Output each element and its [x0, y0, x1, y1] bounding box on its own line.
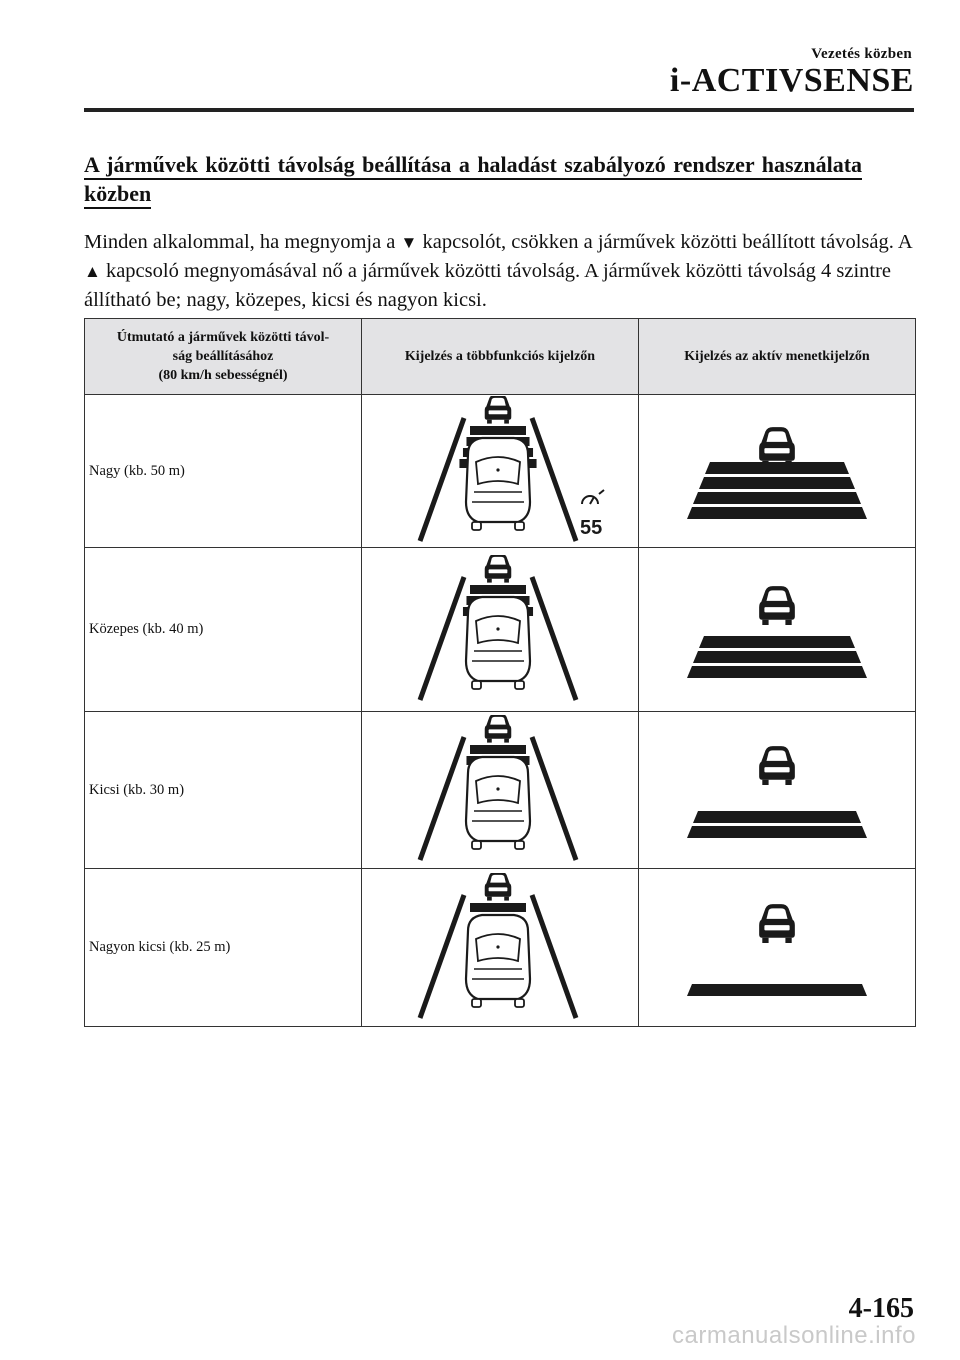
body-paragraph [84, 228, 914, 314]
distance-bar [470, 426, 526, 435]
multi-display-graphic [380, 555, 620, 705]
distance-table [84, 318, 916, 1027]
lane-line-right [532, 577, 576, 700]
distance-bar [693, 651, 861, 663]
lead-vehicle-icon [759, 904, 795, 943]
cruise-speed-icon [580, 490, 604, 539]
distance-bar [470, 585, 526, 594]
multi-display-graphic [380, 396, 620, 546]
lane-line-left [420, 895, 464, 1018]
section-heading-line2: közben [84, 181, 151, 209]
section-heading [84, 150, 884, 208]
up-triangle-icon: ▲ [84, 262, 101, 281]
lead-vehicle-icon [485, 396, 512, 424]
active-display-cell [639, 395, 916, 548]
table-row [85, 712, 916, 869]
header-rule [84, 108, 914, 112]
table-row [85, 548, 916, 712]
distance-bar [693, 492, 861, 504]
running-header-section: Vezetés közben [811, 46, 912, 62]
distance-bar [687, 984, 867, 996]
distance-bar [705, 462, 849, 474]
multi-display-graphic [380, 873, 620, 1023]
multi-display-cell [362, 869, 639, 1027]
active-display-cell [639, 712, 916, 869]
multi-display-cell [362, 395, 639, 548]
distance-level-label: Nagy (kb. 50 m) [85, 395, 362, 548]
lane-line-left [420, 737, 464, 860]
lane-line-right [532, 418, 576, 541]
active-display-graphic [677, 411, 877, 531]
distance-bar [699, 636, 855, 648]
active-display-graphic [677, 570, 877, 690]
lane-line-left [420, 577, 464, 700]
header-active-display: Kijelzés az aktív menetkijelzőn [639, 319, 916, 395]
page-number: 4-165 [848, 1293, 914, 1324]
active-display-graphic [677, 888, 877, 1008]
multi-display-graphic [380, 715, 620, 865]
multi-display-cell [362, 548, 639, 712]
lane-line-right [532, 737, 576, 860]
distance-level-label: Nagyon kicsi (kb. 25 m) [85, 869, 362, 1027]
distance-bar [687, 826, 867, 838]
running-header-title: i-ACTIVSENSE [669, 62, 914, 99]
paragraph-part-2: kapcsolót, csökken a járművek közötti beállított távolság. A [417, 231, 912, 253]
table-header-row [85, 319, 916, 395]
multi-display-cell [362, 712, 639, 869]
paragraph-part-1: Minden alkalommal, ha megnyomja a [84, 231, 401, 253]
active-display-cell [639, 869, 916, 1027]
distance-bar [470, 903, 526, 912]
distance-bar [699, 477, 855, 489]
lead-vehicle-icon [485, 715, 512, 743]
table-row [85, 395, 916, 548]
lead-vehicle-icon [485, 873, 512, 901]
active-display-cell [639, 548, 916, 712]
distance-bar [470, 745, 526, 754]
lane-line-left [420, 418, 464, 541]
distance-bar [687, 507, 867, 519]
distance-level-label: Közepes (kb. 40 m) [85, 548, 362, 712]
lead-vehicle-icon [759, 427, 795, 466]
lane-line-right [532, 895, 576, 1018]
own-vehicle-icon [466, 757, 530, 849]
table-row [85, 869, 916, 1027]
distance-level-label: Kicsi (kb. 30 m) [85, 712, 362, 869]
header-multi-display: Kijelzés a többfunkciós kijelzőn [362, 319, 639, 395]
own-vehicle-icon [466, 915, 530, 1007]
set-speed-value: 55 [580, 517, 603, 539]
active-display-graphic [677, 730, 877, 850]
distance-bar [687, 666, 867, 678]
paragraph-part-3: kapcsoló megnyomásával nő a járművek közötti távolság. A járművek közötti távolság 4 szintre állítható be; nagy, közepes, kicsi és nagyon kicsi. [84, 260, 892, 311]
header-guide: Útmutató a járművek közötti távol- ság beállításához (80 km/h sebességnél) [85, 319, 362, 395]
distance-bar [693, 811, 861, 823]
own-vehicle-icon [466, 597, 530, 689]
section-heading-line1: A járművek közötti távolság beállítása a haladást szabályozó rendszer használata [84, 152, 862, 180]
lead-vehicle-icon [759, 746, 795, 785]
lead-vehicle-icon [759, 586, 795, 625]
lead-vehicle-icon [485, 555, 512, 583]
own-vehicle-icon [466, 438, 530, 530]
watermark: carmanualsonline.info [672, 1322, 916, 1349]
down-triangle-icon: ▼ [400, 233, 418, 252]
